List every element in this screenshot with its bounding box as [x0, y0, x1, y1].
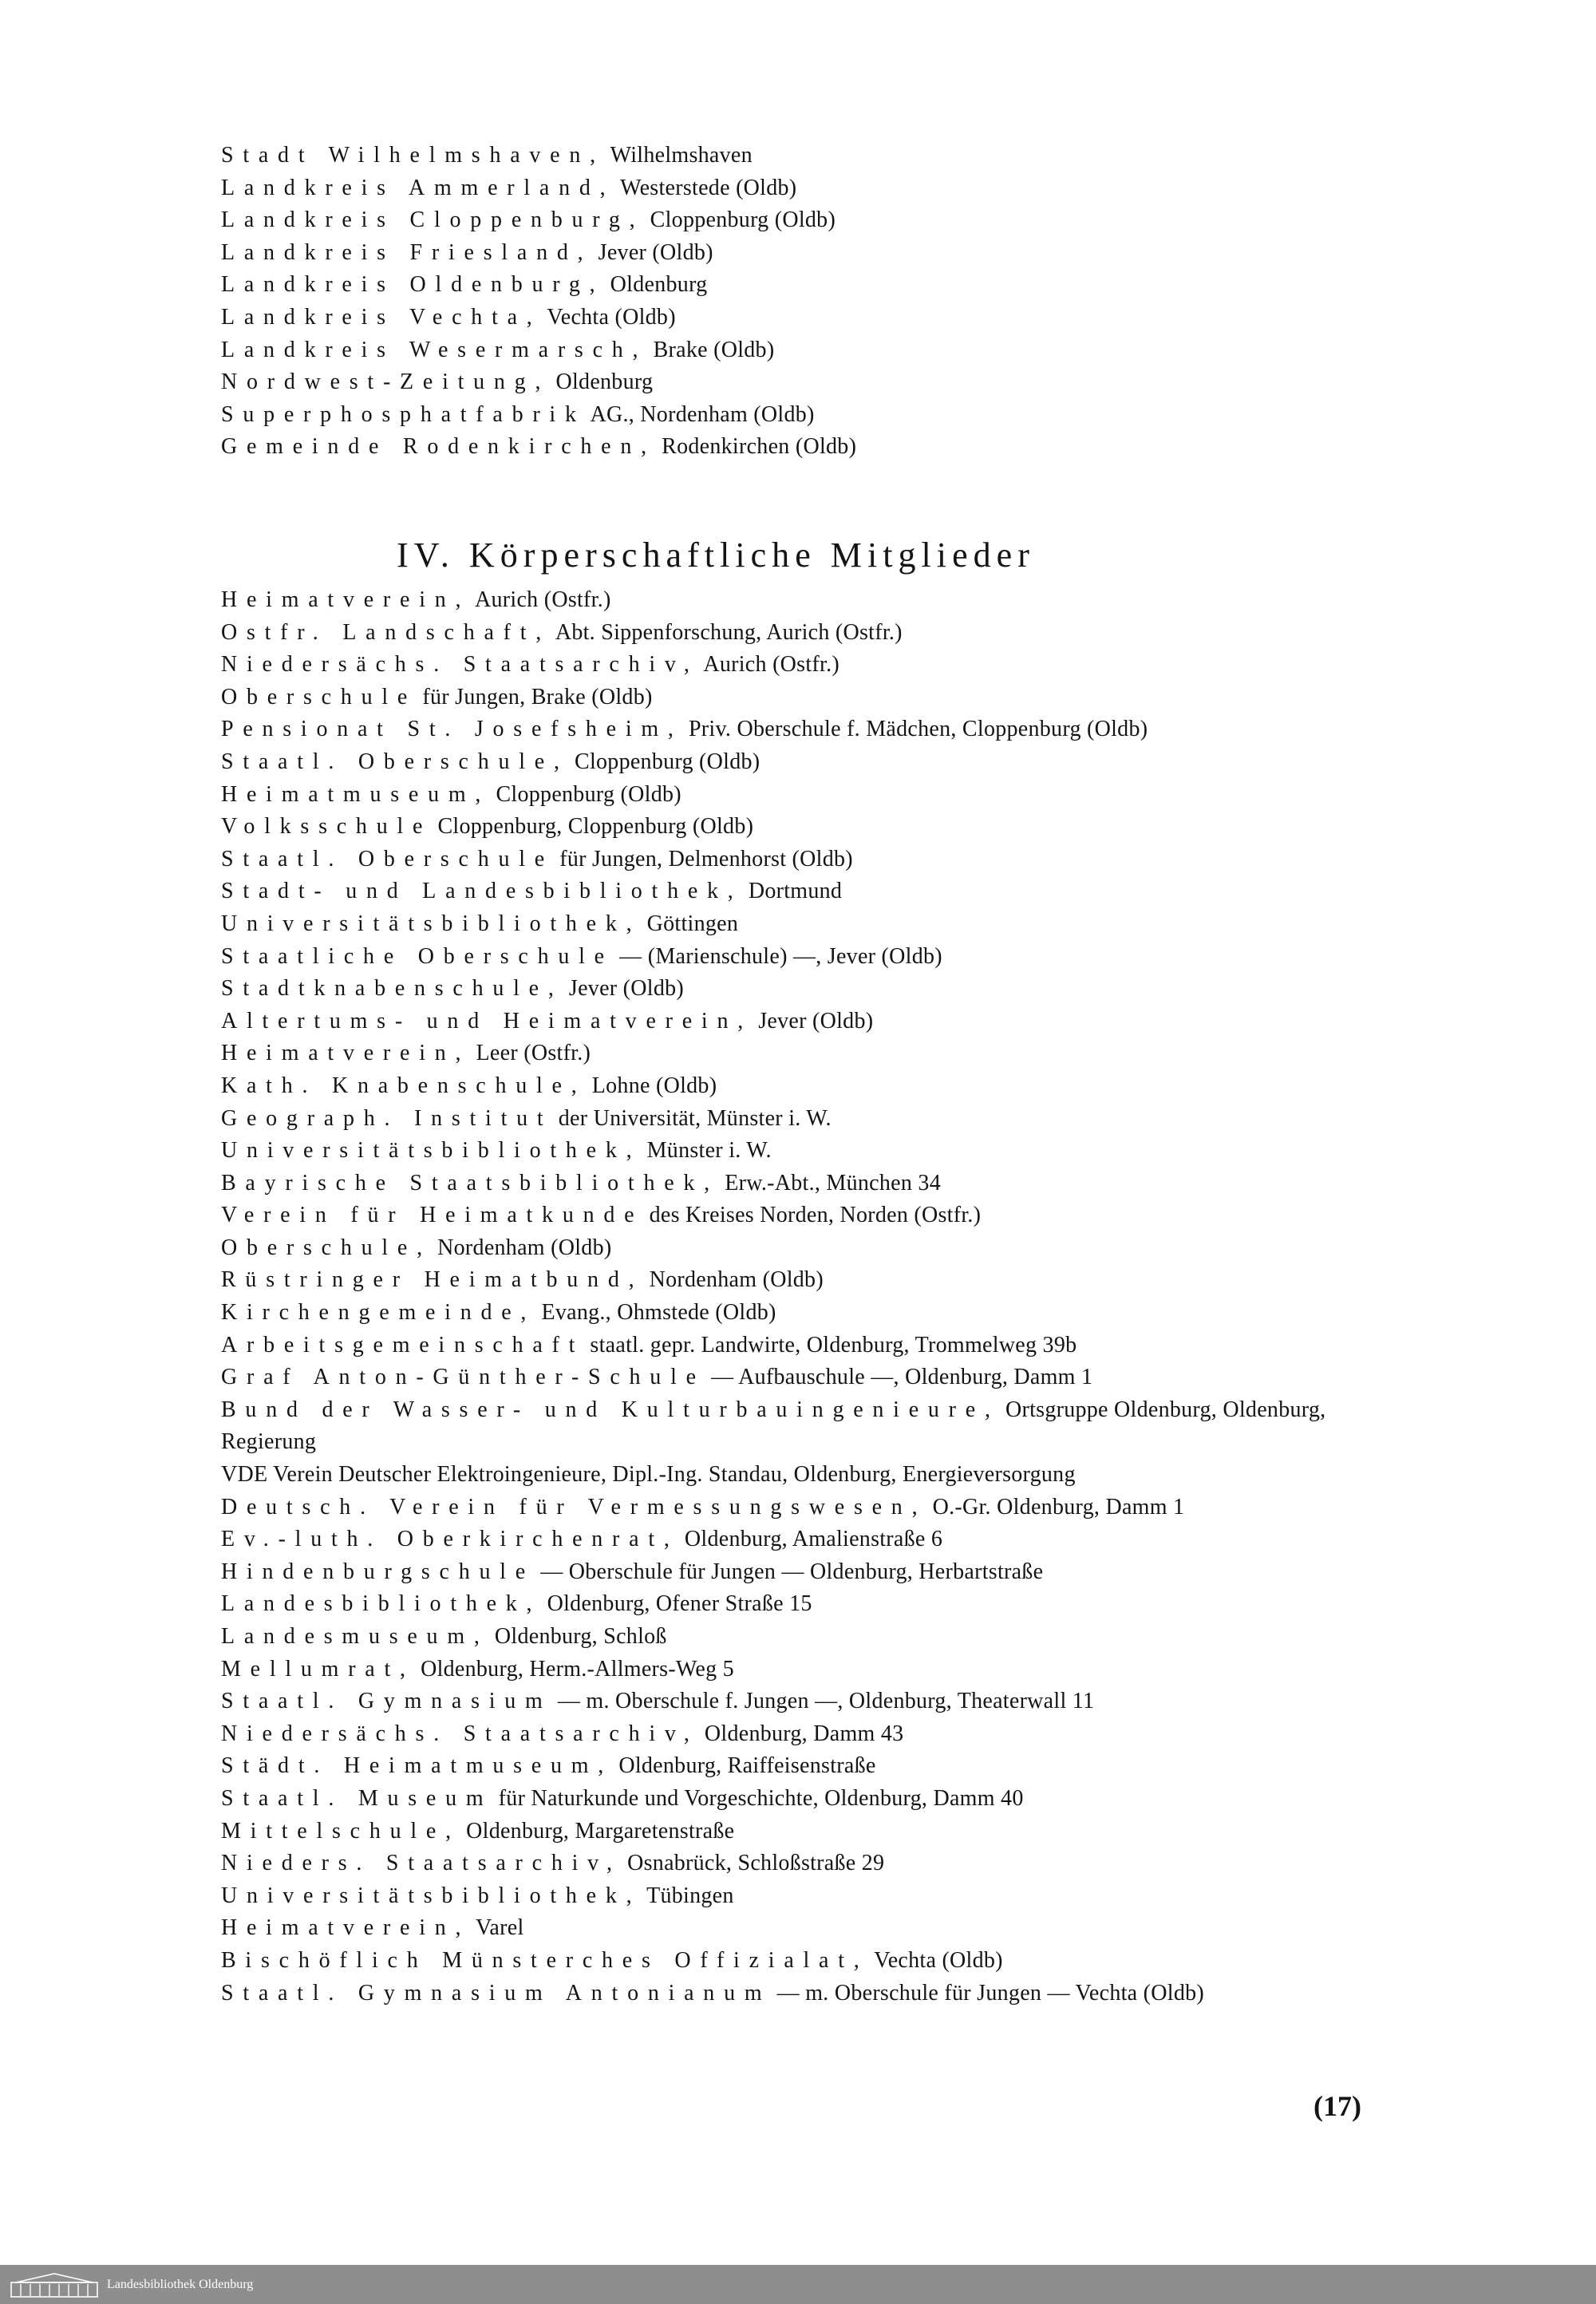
member-entry: [221, 1783, 1402, 1816]
member-entry-location: Evang., Ohmstede (Oldb): [535, 1300, 776, 1326]
member-entry-location: Aurich (Ostfr.): [698, 652, 839, 678]
member-entry-location: Ortsgruppe Oldenburg, Oldenburg, Regierung: [221, 1397, 1326, 1455]
top-entry: [221, 269, 1402, 302]
member-entry-name: Heimatverein,: [221, 1041, 471, 1066]
top-entry-name: Landkreis Oldenburg,: [221, 272, 605, 298]
member-entry-list: [221, 584, 1402, 2010]
member-entry-name: Hindenburgschule: [221, 1559, 535, 1584]
member-entry-location: Jever (Oldb): [752, 1008, 874, 1033]
member-entry-location: Cloppenburg (Oldb): [568, 749, 760, 774]
top-entry: [221, 204, 1402, 237]
member-entry-name: Mellumrat,: [221, 1656, 415, 1682]
top-entry-location: AG., Nordenham (Oldb): [585, 401, 815, 427]
member-entry-location: für Naturkunde und Vorgeschichte, Oldenburg, Damm 40: [492, 1785, 1024, 1811]
member-entry-name: Heimatverein,: [221, 1915, 471, 1941]
member-entry: [221, 584, 1402, 617]
member-entry: [221, 875, 1402, 908]
top-entry-location: Cloppenburg (Oldb): [644, 207, 836, 233]
member-entry-location: Göttingen: [641, 911, 739, 936]
member-entry-name: Altertums- und Heimatverein,: [221, 1008, 753, 1033]
member-entry: [221, 1394, 1402, 1459]
member-entry-location: Oldenburg, Damm 43: [698, 1721, 904, 1746]
member-entry: [221, 1912, 1402, 1945]
top-entry-location: Rodenkirchen (Oldb): [655, 434, 857, 460]
member-entry: [221, 908, 1402, 941]
member-entry: [221, 1492, 1402, 1524]
member-entry-name: Landesmuseum,: [221, 1624, 489, 1649]
member-entry-name: Oberschule: [221, 684, 417, 709]
member-entry: [221, 941, 1402, 974]
member-entry-location: — m. Oberschule f. Jungen —, Oldenburg, Theaterwall 11: [551, 1689, 1095, 1714]
member-entry: [221, 1880, 1402, 1913]
member-entry-name: Pensionat St. Josefsheim,: [221, 717, 683, 742]
member-entry-name: Staatliche Oberschule: [221, 943, 614, 969]
member-entry-name: Niedersächs. Staatsarchiv,: [221, 1721, 699, 1746]
member-entry: [221, 1621, 1402, 1654]
member-entry-name: Volksschule: [221, 814, 433, 840]
top-entry-location: Jever (Oldb): [592, 239, 713, 265]
top-entry-name: Gemeinde Rodenkirchen,: [221, 434, 656, 460]
member-entry: [221, 1037, 1402, 1070]
member-entry-name: Städt. Heimatmuseum,: [221, 1753, 614, 1779]
top-entry: [221, 399, 1402, 432]
member-entry-location: Oldenburg, Amalienstraße 6: [678, 1527, 943, 1552]
member-entry-name: Staatl. Gymnasium Antonianum: [221, 1980, 772, 2006]
top-entry-name: Landkreis Vechta,: [221, 304, 542, 330]
member-entry: [221, 1978, 1402, 2010]
member-entry-location: Priv. Oberschule f. Mädchen, Cloppenburg (Oldb): [682, 717, 1148, 742]
member-entry-location: des Kreises Norden, Norden (Ostfr.): [643, 1203, 982, 1228]
member-entry: [221, 617, 1402, 650]
member-entry: [221, 1361, 1402, 1394]
member-entry: [221, 1588, 1402, 1621]
member-entry: [221, 1006, 1402, 1038]
member-entry-location: Tübingen: [641, 1883, 734, 1908]
member-entry-name: Ev.-luth. Oberkirchenrat,: [221, 1527, 679, 1552]
member-entry: [221, 973, 1402, 1006]
member-entry-name: Verein für Heimatkunde: [221, 1203, 644, 1228]
member-entry-name: Bund der Wasser- und Kulturbauingenieure,: [221, 1397, 1000, 1422]
member-entry-name: Stadtknabenschule,: [221, 976, 563, 1002]
member-entry-location: Vechta (Oldb): [868, 1947, 1003, 1973]
top-entry: [221, 431, 1402, 464]
top-entry-location: Vechta (Oldb): [541, 304, 676, 330]
member-entry-location: Osnabrück, Schloßstraße 29: [621, 1851, 885, 1876]
member-entry-location: — Oberschule für Jungen — Oldenburg, Herbartstraße: [534, 1559, 1044, 1584]
member-entry-name: Ostfr. Landschaft,: [221, 619, 551, 645]
member-entry-name: Nieders. Staatsarchiv,: [221, 1851, 622, 1876]
member-entry-name: Heimatmuseum,: [221, 781, 491, 807]
member-entry-location: VDE Verein Deutscher Elektroingenieure, Dipl.-Ing. Standau, Oldenburg, Energieversorgung: [221, 1462, 1076, 1488]
member-entry-name: Mittelschule,: [221, 1818, 460, 1844]
top-entry-name: Landkreis Wesermarsch,: [221, 337, 648, 362]
member-entry: [221, 1848, 1402, 1880]
library-building-icon: [10, 2271, 99, 2298]
member-entry-location: Abt. Sippenforschung, Aurich (Ostfr.): [551, 619, 903, 645]
top-entry-location: Wilhelmshaven: [604, 143, 753, 168]
member-entry: [221, 1199, 1402, 1232]
member-entry-location: für Jungen, Delmenhorst (Oldb): [553, 846, 853, 871]
member-entry: [221, 811, 1402, 844]
top-entry-name: Landkreis Friesland,: [221, 239, 593, 265]
member-entry-location: der Universität, Münster i. W.: [552, 1105, 832, 1131]
member-entry-name: Geograph. Institut: [221, 1105, 553, 1131]
top-entry: [221, 366, 1402, 399]
member-entry-name: Kirchengemeinde,: [221, 1300, 536, 1326]
page-number: (17): [1314, 2090, 1361, 2122]
top-entry: [221, 140, 1402, 172]
section-heading: IV. Körperschaftliche Mitglieder: [397, 535, 1035, 575]
top-entry-name: Landkreis Cloppenburg,: [221, 207, 645, 233]
top-entry: [221, 237, 1402, 270]
member-entry: [221, 1556, 1402, 1589]
member-entry: [221, 713, 1402, 746]
member-entry-name: Arbeitsgemeinschaft: [221, 1332, 585, 1358]
member-entry: [221, 1232, 1402, 1265]
member-entry: [221, 649, 1402, 682]
top-entry-location: Brake (Oldb): [647, 337, 775, 362]
member-entry-name: Deutsch. Verein für Vermessungswesen,: [221, 1494, 927, 1520]
member-entry-location: Lohne (Oldb): [586, 1073, 717, 1098]
member-entry: [221, 779, 1402, 812]
top-entry-location: Oldenburg: [550, 370, 654, 395]
footer-library-name: Landesbibliothek Oldenburg: [107, 2277, 254, 2291]
member-entry-name: Staatl. Gymnasium: [221, 1689, 552, 1714]
member-entry-name: Kath. Knabenschule,: [221, 1073, 587, 1098]
member-entry: [221, 746, 1402, 779]
member-entry-name: Bischöflich Münsterches Offizialat,: [221, 1947, 869, 1973]
member-entry-location: für Jungen, Brake (Oldb): [417, 684, 653, 709]
member-entry: [221, 1135, 1402, 1168]
member-entry: [221, 1686, 1402, 1718]
member-entry-location: Oldenburg, Schloß: [488, 1624, 667, 1649]
member-entry-location: Varel: [470, 1915, 524, 1941]
member-entry-name: Rüstringer Heimatbund,: [221, 1267, 644, 1293]
member-entry-location: Aurich (Ostfr.): [470, 587, 611, 612]
member-entry: [221, 1718, 1402, 1751]
member-entry: [221, 682, 1402, 714]
member-entry: [221, 1654, 1402, 1686]
member-entry-name: Universitätsbibliothek,: [221, 1883, 642, 1908]
member-entry: [221, 1168, 1402, 1200]
member-entry-location: Jever (Oldb): [563, 976, 685, 1002]
member-entry-location: Dortmund: [742, 879, 843, 904]
member-entry-location: Nordenham (Oldb): [643, 1267, 824, 1293]
member-entry-location: Leer (Ostfr.): [470, 1041, 591, 1066]
member-entry-location: O.-Gr. Oldenburg, Damm 1: [926, 1494, 1185, 1520]
member-entry: [221, 1816, 1402, 1848]
member-entry-location: Cloppenburg (Oldb): [490, 781, 681, 807]
member-entry-name: Heimatverein,: [221, 587, 471, 612]
top-entry-location: Oldenburg: [604, 272, 708, 298]
member-entry-location: Oldenburg, Herm.-Allmers-Weg 5: [414, 1656, 734, 1682]
member-entry: [221, 1750, 1402, 1783]
member-entry: [221, 1297, 1402, 1330]
member-entry: [221, 1459, 1402, 1492]
member-entry-name: Stadt- und Landesbibliothek,: [221, 879, 743, 904]
top-entry-location: Westerstede (Oldb): [614, 175, 797, 200]
member-entry: [221, 1945, 1402, 1978]
member-entry-name: Oberschule,: [221, 1235, 432, 1260]
member-entry-name: Staatl. Oberschule: [221, 846, 554, 871]
member-entry-location: — m. Oberschule für Jungen — Vechta (Oldb): [771, 1980, 1204, 2006]
member-entry-name: Bayrische Staatsbibliothek,: [221, 1170, 719, 1195]
top-entry-name: Landkreis Ammerland,: [221, 175, 615, 200]
member-entry-name: Staatl. Museum: [221, 1785, 493, 1811]
top-entry-list: [221, 140, 1402, 464]
member-entry-name: Staatl. Oberschule,: [221, 749, 569, 774]
member-entry-location: Erw.-Abt., München 34: [718, 1170, 941, 1195]
member-entry: [221, 1103, 1402, 1136]
footer-bar: [0, 2265, 1596, 2304]
member-entry: [221, 844, 1402, 876]
member-entry: [221, 1523, 1402, 1556]
member-entry-location: — (Marienschule) —, Jever (Oldb): [613, 943, 942, 969]
member-entry-location: staatl. gepr. Landwirte, Oldenburg, Trommelweg 39b: [584, 1332, 1077, 1358]
member-entry-location: Nordenham (Oldb): [431, 1235, 612, 1260]
member-entry-name: Niedersächs. Staatsarchiv,: [221, 652, 699, 678]
member-entry-location: Oldenburg, Margaretenstraße: [460, 1818, 735, 1844]
top-entry: [221, 172, 1402, 205]
member-entry-name: Graf Anton-Günther-Schule: [221, 1365, 705, 1390]
member-entry-location: — Aufbauschule —, Oldenburg, Damm 1: [705, 1365, 1093, 1390]
top-entry-name: Nordwest-Zeitung,: [221, 370, 551, 395]
member-entry-location: Oldenburg, Raiffeisenstraße: [613, 1753, 876, 1779]
top-entry-name: Stadt Wilhelmshaven,: [221, 143, 605, 168]
member-entry-location: Münster i. W.: [641, 1138, 772, 1164]
member-entry-name: Universitätsbibliothek,: [221, 1138, 642, 1164]
member-entry-location: Oldenburg, Ofener Straße 15: [541, 1591, 812, 1617]
member-entry-name: Universitätsbibliothek,: [221, 911, 642, 936]
member-entry-location: Cloppenburg, Cloppenburg (Oldb): [432, 814, 754, 840]
member-entry-name: Landesbibliothek,: [221, 1591, 542, 1617]
top-entry: [221, 334, 1402, 367]
member-entry: [221, 1264, 1402, 1297]
top-entry-name: Superphosphatfabrik: [221, 401, 586, 427]
member-entry: [221, 1070, 1402, 1103]
member-entry: [221, 1330, 1402, 1362]
top-entry: [221, 302, 1402, 334]
